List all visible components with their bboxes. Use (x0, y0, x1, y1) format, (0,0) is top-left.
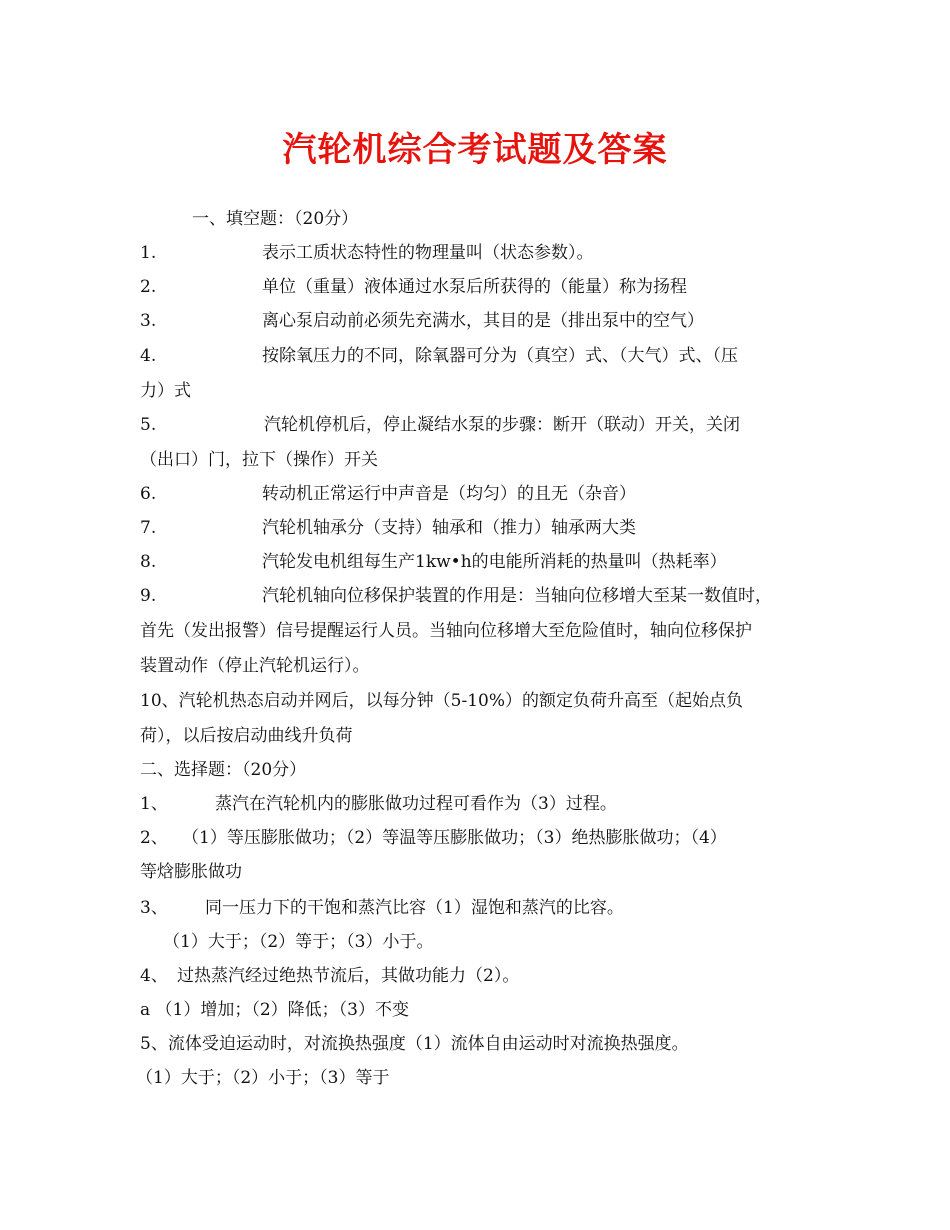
item-options: （1）大于；（2）等于；（3）小于。 (163, 932, 434, 952)
item-text: 按除氧压力的不同，除氧器可分为（真空）式、（大气）式、（压 (262, 346, 738, 366)
item-text: 汽轮发电机组每生产1kw•h的电能所消耗的热量叫（热耗率） (262, 552, 727, 572)
document-title: 汽轮机综合考试题及答案 (282, 130, 668, 170)
item-text: 汽轮机轴向位移保护装置的作用是：当轴向位移增大至某一数值时， (262, 586, 772, 606)
item-text: 转动机正常运行中声音是（均匀）的且无（杂音） (262, 484, 636, 504)
item-number: 3、 (140, 898, 168, 918)
item-number: 3. (140, 311, 157, 331)
item-number: 1、 (140, 794, 168, 814)
item-number: 8. (140, 552, 157, 572)
item-text: 蒸汽在汽轮机内的膨胀做功过程可看作为（3）过程。 (215, 794, 617, 814)
item-number: 4. (140, 346, 157, 366)
item-number: 9. (140, 586, 157, 606)
item-text: 离心泵启动前必须先充满水，其目的是（排出泵中的空气） (262, 311, 704, 331)
item-text: 单位（重量）液体通过水泵后所获得的（能量）称为扬程 (262, 277, 687, 297)
item-options: a （1）增加；（2）降低；（3）不变 (140, 1000, 409, 1020)
item-number: 6. (140, 484, 157, 504)
item-number: 2. (140, 277, 157, 297)
item-text-continued: 等焓膨胀做功 (140, 862, 242, 882)
item-text: （1）等压膨胀做功；（2）等温等压膨胀做功；（3）绝热膨胀做功；（4） (182, 828, 727, 848)
item-text: 表示工质状态特性的物理量叫（状态参数）。 (262, 243, 594, 263)
item-number: 5. (140, 415, 157, 435)
item-text-continued: 首先（发出报警）信号提醒运行人员。当轴向位移增大至危险值时，轴向位移保护 (140, 621, 752, 641)
item-number: 2、 (140, 828, 168, 848)
item-number: 1. (140, 243, 157, 263)
item-text: 5、流体受迫运动时，对流换热强度（1）流体自由运动时对流换热强度。 (140, 1034, 689, 1054)
item-text: 10、汽轮机热态启动并网后，以每分钟（5-10%）的额定负荷升高至（起始点负 (140, 691, 743, 711)
item-text: 过热蒸汽经过绝热节流后，其做功能力（2）。 (177, 966, 520, 986)
item-options: （1）大于；（2）小于；（3）等于 (136, 1068, 390, 1088)
section-heading-text: 二、选择题：（20分） (140, 760, 307, 780)
section-heading-text: 一、填空题：（20分） (192, 209, 359, 229)
item-text-continued: 荷），以后按启动曲线升负荷 (140, 726, 353, 746)
item-number: 4、 (140, 966, 168, 986)
item-text-continued: 力）式 (140, 381, 191, 401)
item-text: 汽轮机轴承分（支持）轴承和（推力）轴承两大类 (262, 518, 636, 538)
item-text-continued: 装置动作（停止汽轮机运行）。 (140, 656, 370, 676)
item-text-continued: （出口）门，拉下（操作）开关 (140, 450, 378, 470)
item-text: 汽轮机停机后，停止凝结水泵的步骤：断开（联动）开关，关闭 (264, 415, 740, 435)
item-number: 7. (140, 518, 157, 538)
item-text: 同一压力下的干饱和蒸汽比容（1）湿饱和蒸汽的比容。 (205, 898, 624, 918)
